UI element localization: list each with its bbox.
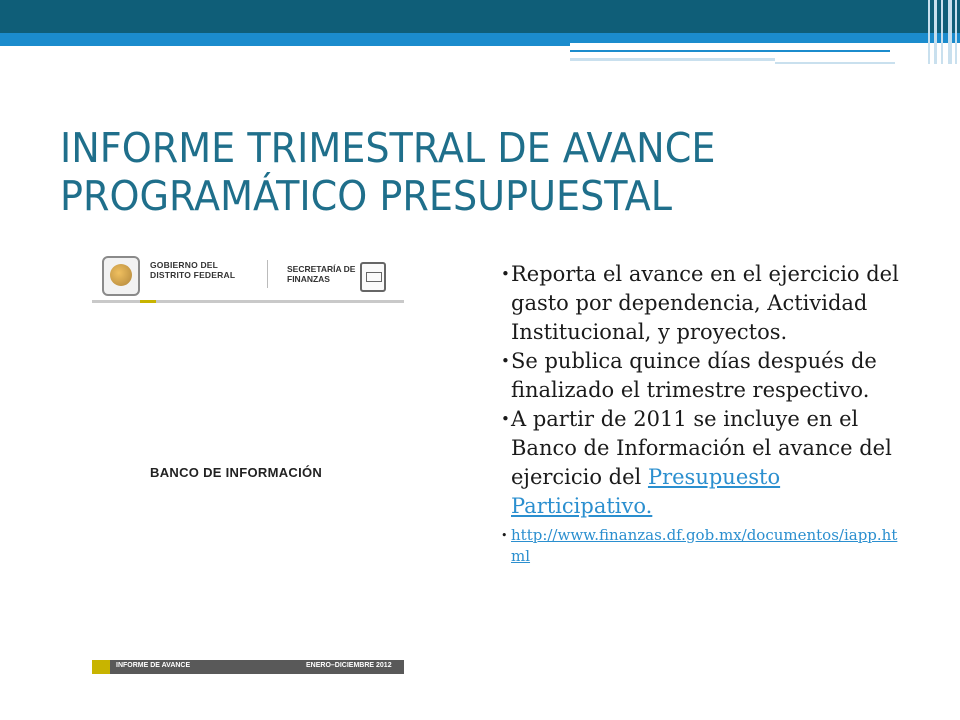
decorative-stripes (924, 0, 960, 64)
finanzas-crest-icon (360, 262, 386, 292)
bullet-item: • A partir de 2011 se incluye en el Banco de Información el avance del ejercicio del Presupuesto Participativo. (511, 405, 911, 521)
header-divider (267, 260, 268, 288)
decorative-line (570, 58, 775, 61)
iapp-url-link[interactable]: http://www.finanzas.df.gob.mx/documentos/iapp.html (511, 526, 898, 565)
slide-title: INFORME TRIMESTRAL DE AVANCE PROGRAMÁTICO PRESUPUESTAL (60, 124, 716, 220)
decorative-line (775, 62, 895, 64)
document-header (92, 250, 404, 300)
top-bar-light (0, 33, 960, 43)
bullet-list (511, 260, 911, 567)
document-thumbnail (92, 250, 404, 675)
document-footer-right: ENERO–DICIEMBRE 2012 (306, 662, 392, 669)
document-footer-left: INFORME DE AVANCE (116, 662, 191, 669)
top-bar-accent-line (0, 43, 570, 46)
top-bar-dark (0, 0, 960, 33)
ciudad-de-mexico-seal-icon (102, 256, 140, 296)
document-heading: BANCO DE INFORMACIÓN (150, 465, 323, 480)
decorative-line (570, 50, 890, 52)
document-rule-accent (140, 300, 156, 303)
presupuesto-participativo-link[interactable]: Presupuesto Participativo. (511, 465, 781, 518)
bullet-item: • Reporta el avance en el ejercicio del gasto por dependencia, Actividad Institucional, y proyectos. (511, 260, 911, 347)
finanzas-label: SECRETARÍA DE FINANZAS (287, 264, 356, 284)
document-rule (92, 300, 404, 303)
bullet-item (511, 525, 911, 567)
document-footer-accent (92, 660, 110, 674)
bullet-item: • Se publica quince días después de finalizado el trimestre respectivo. (511, 347, 911, 405)
gobierno-label: GOBIERNO DEL DISTRITO FEDERAL (150, 260, 236, 280)
